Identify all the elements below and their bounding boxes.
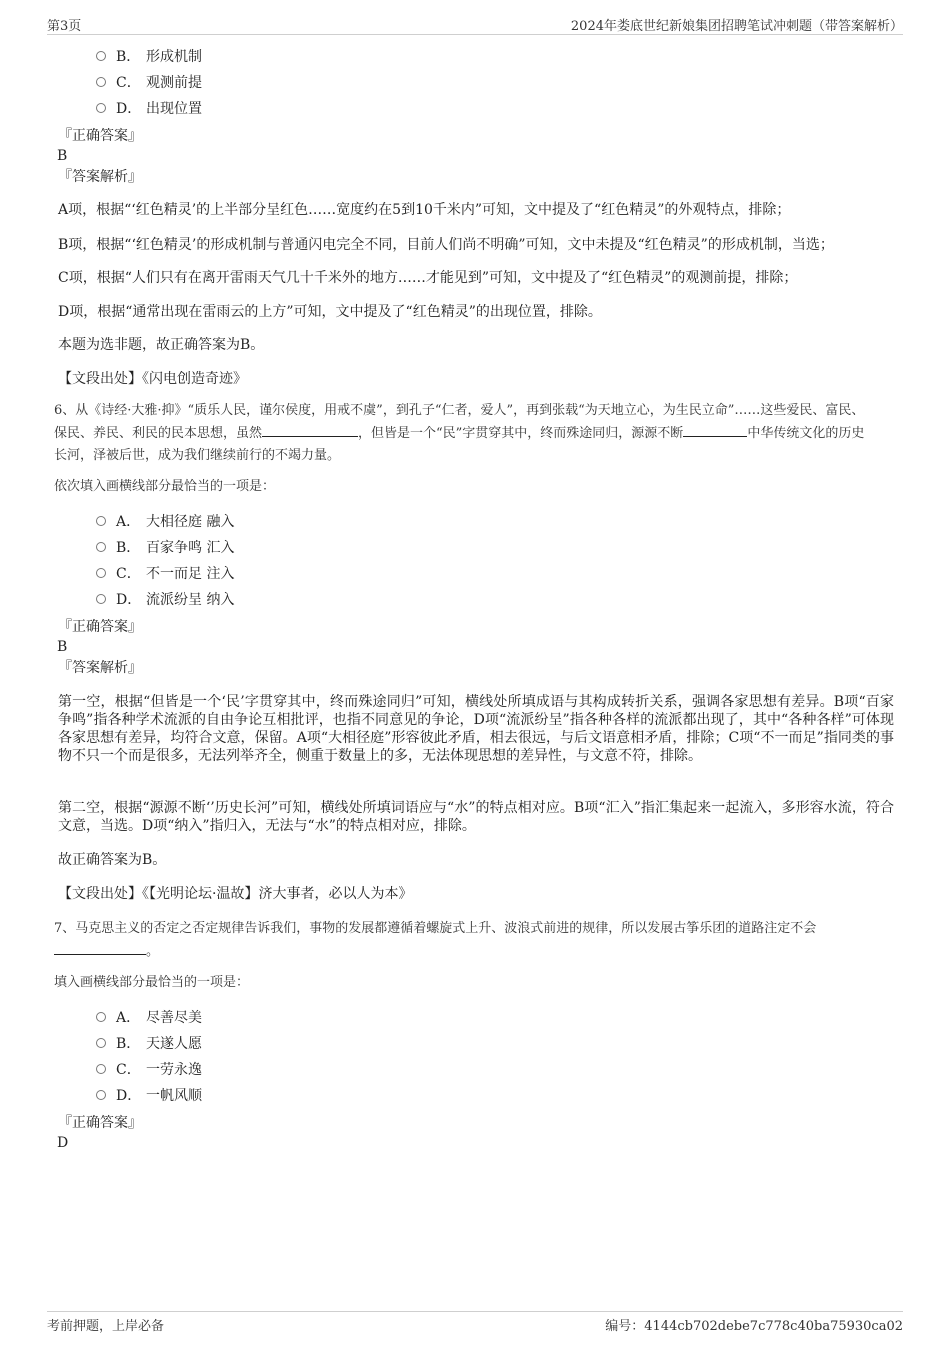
answer-value: B [57,639,68,655]
option-a[interactable]: A． 大相径庭 融入 [96,512,234,532]
radio-icon[interactable] [96,1038,106,1048]
radio-icon[interactable] [96,568,106,578]
option-d[interactable]: D． 流派纷呈 纳入 [96,590,234,610]
analysis-line-a: A项，根据“‘红色精灵’的上半部分呈红色……宽度约在5到10千米内”可知，文中提及了“红色精灵”的外观特点，排除； [58,202,791,218]
document-id: 编号：4144cb702debe7c778c40ba75930ca02 [605,1319,903,1334]
radio-icon[interactable] [96,1064,106,1074]
page-number: 第3页 [47,19,82,34]
question-prompt: 依次填入画横线部分最恰当的一项是： [54,479,276,494]
radio-icon[interactable] [96,51,106,61]
answer-value: D [57,1135,69,1151]
option-b[interactable]: B． 天遂人愿 [96,1034,202,1054]
option-d[interactable]: D． 出现位置 [96,99,202,119]
fill-blank [262,422,358,437]
option-a[interactable]: A． 尽善尽美 [96,1008,202,1028]
analysis-paragraph-2: 第二空，根据“源源不断‘’历史长河”可知，横线处所填词语应与“水”的特点相对应。B项“汇入”指汇集起来一起流入，多形容水流，符合文意，当选。D项“纳入”指归入，无法与“水”的特点相对应，排除。 [58,800,894,834]
document-title: 2024年娄底世纪新娘集团招聘笔试冲刺题（带答案解析） [570,19,903,34]
question-6-stem: 6、从《诗经·大雅·抑》“质乐人民，谨尔侯度，用戒不虞”，到孔子“仁者，爱人”，再到张载“为天地立心，为生民立命”……这些爱民、富民、 保民、养民、利民的民本思想，虽然 ，但皆是一个“民”字贯穿其中，终而殊途同归，源源不断 中华传统文化的历史 长河，泽被后世，成为我们继续前行的不竭力量。 [54,403,865,463]
fill-blank [683,422,747,437]
answer-value: B [57,148,68,164]
analysis-line-c: C项，根据“人们只有在离开雷雨天气几十千米外的地方……才能见到”可知，文中提及了“红色精灵”的观测前提，排除； [58,270,798,286]
option-d[interactable]: D． 一帆风顺 [96,1086,202,1106]
option-b[interactable]: B． 百家争鸣 汇入 [96,538,234,558]
page-header [47,14,903,35]
answer-label: 『正确答案』 [58,619,142,635]
analysis-conclusion: 故正确答案为B。 [58,852,167,868]
answer-label: 『正确答案』 [58,128,142,144]
answer-label: 『正确答案』 [58,1115,142,1131]
option-c[interactable]: C． 不一而足 注入 [96,564,234,584]
option-b[interactable]: B． 形成机制 [96,47,202,67]
radio-icon[interactable] [96,77,106,87]
radio-icon[interactable] [96,103,106,113]
fill-blank [54,940,146,955]
source-citation: 【文段出处】《【光明论坛·温故】济大事者，必以人为本》 [58,886,413,902]
footer-slogan: 考前押题，上岸必备 [47,1319,165,1334]
analysis-label: 『答案解析』 [58,660,142,676]
source-citation: 【文段出处】《闪电创造奇迹》 [58,371,247,387]
question-prompt: 填入画横线部分最恰当的一项是： [54,975,250,990]
option-c[interactable]: C． 一劳永逸 [96,1060,202,1080]
analysis-label: 『答案解析』 [58,169,142,185]
option-c[interactable]: C． 观测前提 [96,73,202,93]
radio-icon[interactable] [96,594,106,604]
analysis-paragraph-1: 第一空，根据“但皆是一个‘民’字贯穿其中，终而殊途同归”可知，横线处所填成语与其构成转折关系，强调各家思想有差异。B项“百家争鸣”指各种学术流派的自由争论互相批评，也指不同意见的争论，D项“流派纷呈”指各种各样的流派都出现了，其中“各种各样”可体现各家思想有差异，均符合文意，保留。A项“大相径庭”形容彼此矛盾，相去很远，与后文语意相矛盾，排除；C项“不一而足”指同类的事物不只一个而是很多，无法列举齐全，侧重于数量上的多，无法体现思想的差异性，与文意不符，排除。 [58,694,894,764]
radio-icon[interactable] [96,516,106,526]
analysis-line-d: D项，根据“通常出现在雷雨云的上方”可知，文中提及了“红色精灵”的出现位置，排除。 [58,304,602,320]
radio-icon[interactable] [96,542,106,552]
question-7-stem: 7、马克思主义的否定之否定规律告诉我们，事物的发展都遵循着螺旋式上升、波浪式前进的规律，所以发展古筝乐团的道路注定不会 。 [54,921,817,959]
page-footer [47,1311,903,1334]
radio-icon[interactable] [96,1012,106,1022]
radio-icon[interactable] [96,1090,106,1100]
analysis-conclusion: 本题为选非题，故正确答案为B。 [58,337,265,353]
analysis-line-b: B项，根据“‘红色精灵’的形成机制与普通闪电完全不同，目前人们尚不明确”可知，文中未提及“红色精灵”的形成机制，当选； [58,237,834,253]
